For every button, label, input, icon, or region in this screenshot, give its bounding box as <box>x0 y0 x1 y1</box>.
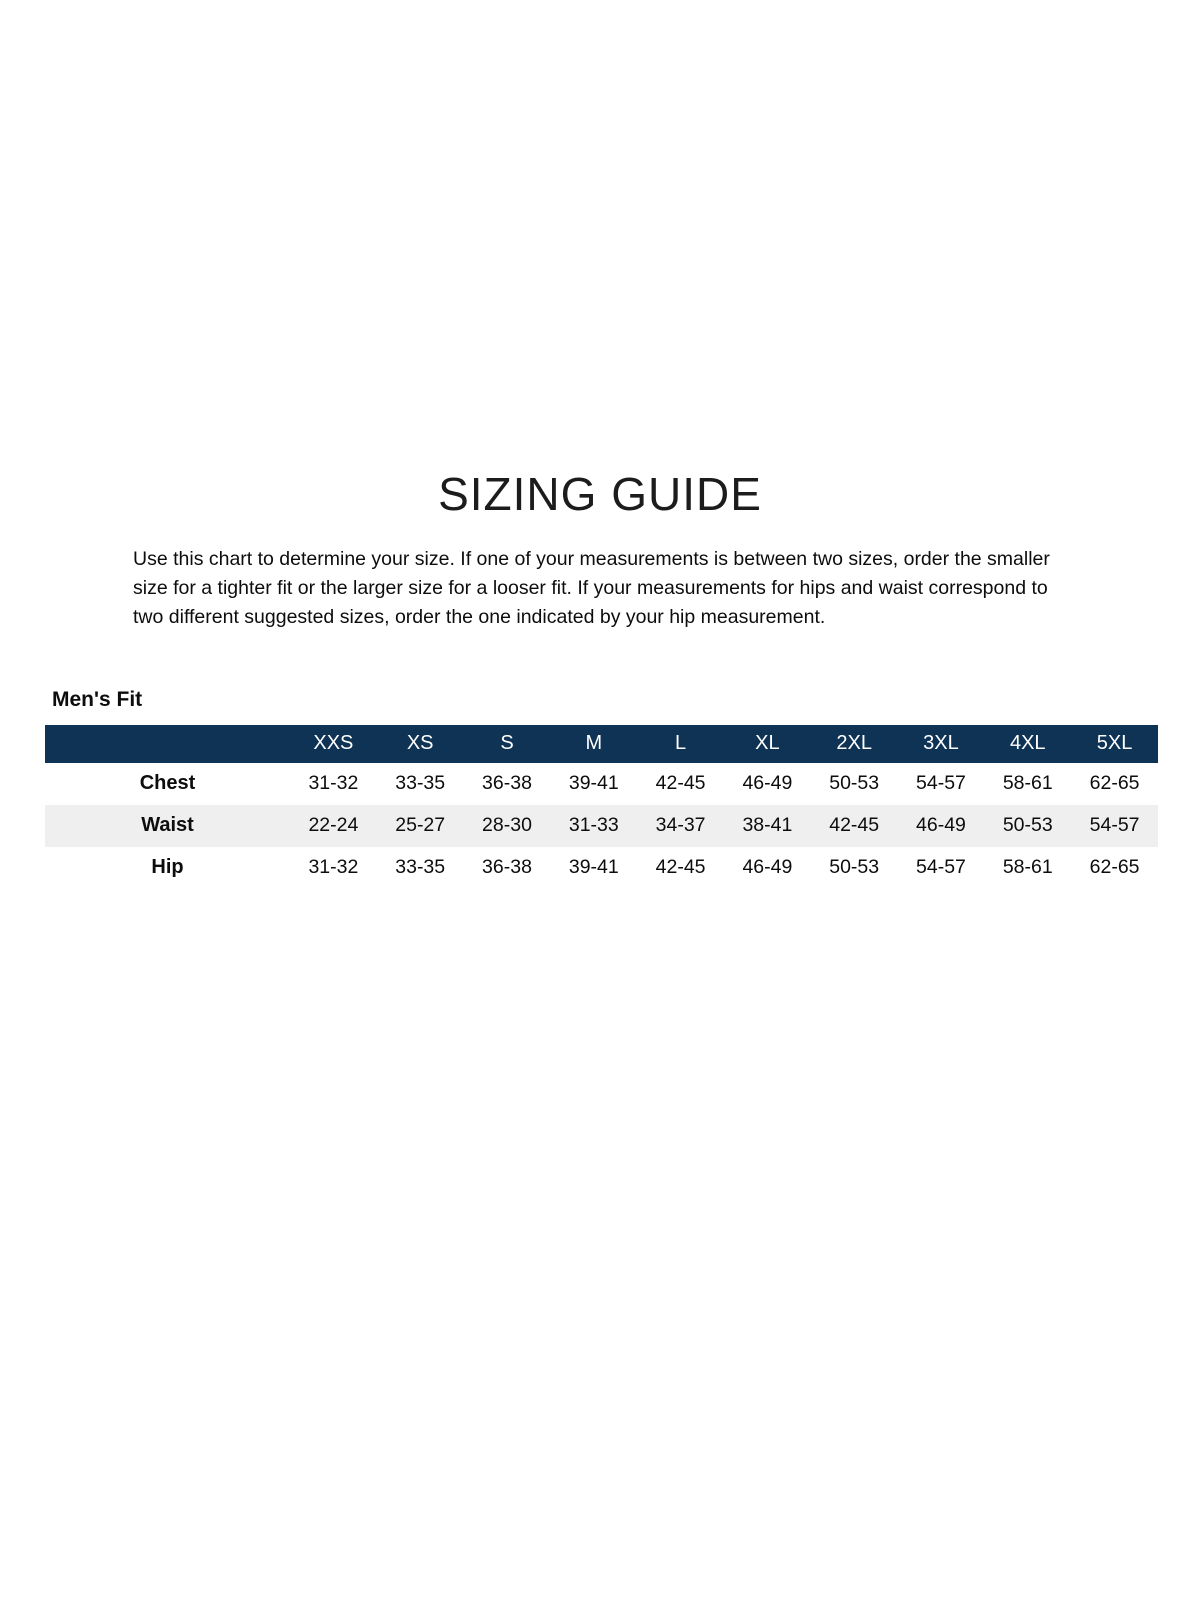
size-column-header: M <box>550 725 637 763</box>
size-value-cell: 33-35 <box>395 772 446 795</box>
table-row <box>45 763 1158 805</box>
size-column-header: XXS <box>290 725 377 763</box>
size-value-cell: 54-57 <box>1089 814 1140 837</box>
size-value-cell: 36-38 <box>482 772 532 795</box>
size-value-cell: 62-65 <box>1089 856 1140 879</box>
table-row <box>45 805 1158 847</box>
size-value-cell: 36-38 <box>482 856 532 879</box>
size-value-cell: 42-45 <box>655 856 706 879</box>
size-value-cell: 58-61 <box>1002 772 1053 795</box>
size-value-cell: 39-41 <box>568 856 619 879</box>
size-value-cell: 50-53 <box>829 772 880 795</box>
size-value-cell: 22-24 <box>308 814 359 837</box>
size-column-header: 2XL <box>811 725 898 763</box>
size-value-cell: 34-37 <box>655 814 706 837</box>
size-table-header-row <box>45 725 1158 763</box>
size-column-header: 5XL <box>1071 725 1158 763</box>
size-value-cell: 42-45 <box>655 772 706 795</box>
size-value-cell: 39-41 <box>568 772 619 795</box>
size-value-cell: 62-65 <box>1089 772 1140 795</box>
size-column-header: 4XL <box>984 725 1071 763</box>
size-value-cell: 46-49 <box>742 856 793 879</box>
size-value-cell: 31-32 <box>308 772 359 795</box>
size-value-cell: 50-53 <box>1002 814 1053 837</box>
size-column-header: S <box>464 725 551 763</box>
intro-paragraph: Use this chart to determine your size. If one of your measurements is between two sizes, order the smaller size for a tighter fit or the larger size for a looser fit. If your measurements for hips and waist correspond to two different suggested sizes, order the one indicated by your hip measurement. <box>133 548 1050 629</box>
size-value-cell: 46-49 <box>916 814 966 837</box>
size-column-header: L <box>637 725 724 763</box>
size-column-header: 3XL <box>898 725 985 763</box>
mens-fit-size-table <box>45 725 1158 889</box>
size-value-cell: 33-35 <box>395 856 446 879</box>
table-row <box>45 847 1158 889</box>
size-value-cell: 25-27 <box>395 814 446 837</box>
section-label-mens-fit: Men's Fit <box>52 687 143 711</box>
row-label: Waist <box>141 814 194 837</box>
size-value-cell: 31-32 <box>308 856 359 879</box>
size-value-cell: 58-61 <box>1002 856 1053 879</box>
size-column-header: XL <box>724 725 811 763</box>
row-label: Chest <box>139 772 196 795</box>
size-value-cell: 46-49 <box>742 772 793 795</box>
page-title: SIZING GUIDE <box>438 468 762 520</box>
size-value-cell: 38-41 <box>742 814 793 837</box>
size-value-cell: 31-33 <box>568 814 619 837</box>
size-value-cell: 54-57 <box>916 772 966 795</box>
size-value-cell: 50-53 <box>829 856 880 879</box>
size-column-header: XS <box>377 725 464 763</box>
size-value-cell: 28-30 <box>482 814 532 837</box>
size-table-body <box>45 763 1158 889</box>
size-value-cell: 54-57 <box>916 856 966 879</box>
row-label: Hip <box>151 856 184 879</box>
size-table-corner-cell <box>45 725 290 763</box>
size-value-cell: 42-45 <box>829 814 880 837</box>
